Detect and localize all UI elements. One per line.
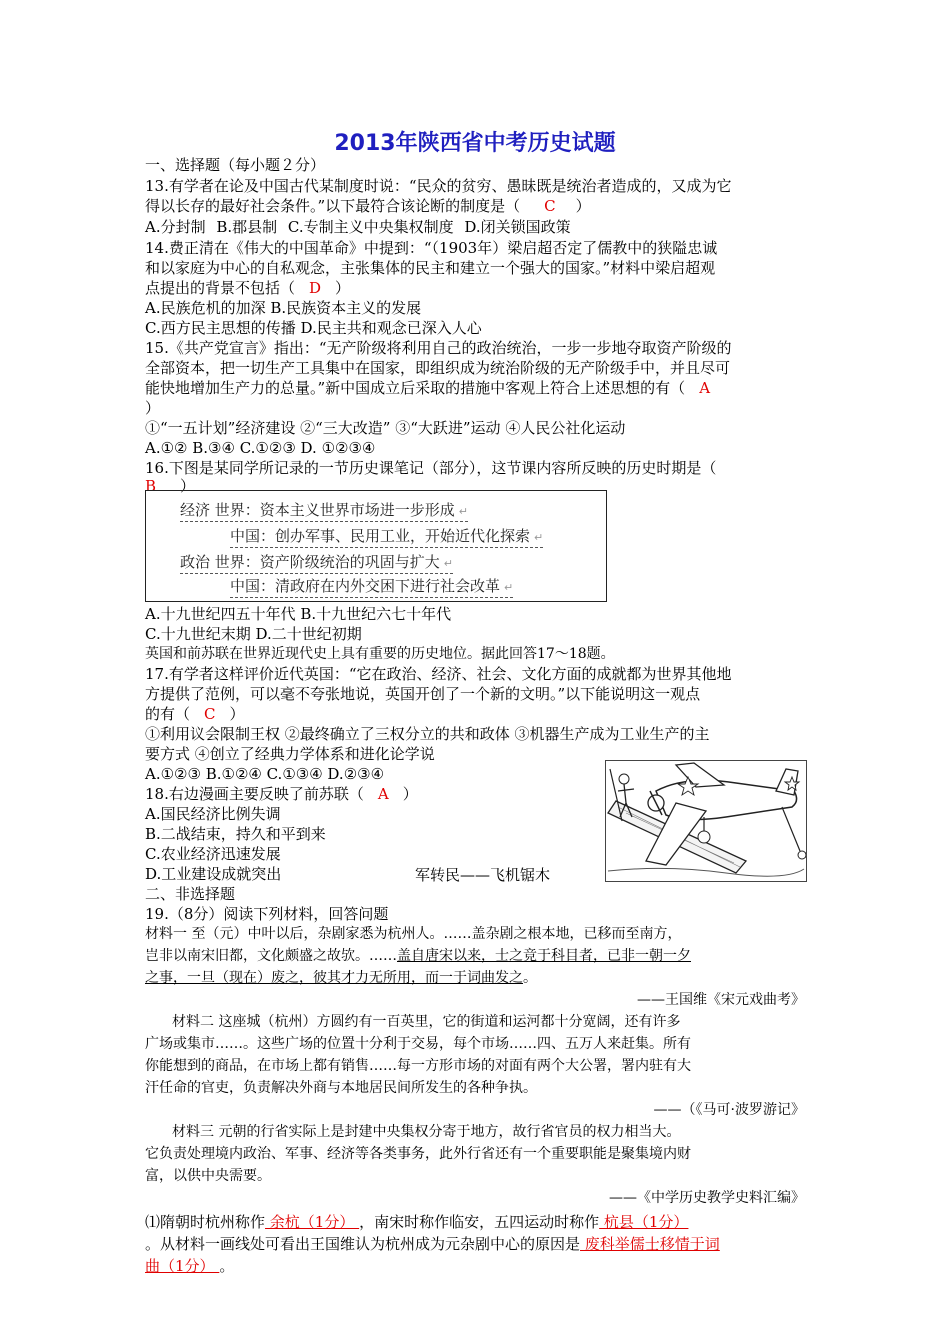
q15-close: ）: [145, 399, 161, 417]
page-title: 2013年陕西省中考历史试题: [334, 131, 616, 156]
q19-m1-underlined-b: 之事，一旦（现在）废之，彼其才力无所用，而一于词曲发之: [145, 970, 523, 986]
q16-options-cd: C.十九世纪末期 D.二十世纪初期: [145, 625, 362, 643]
q19-head: 19.（8分）阅读下列材料，回答问题: [145, 905, 389, 923]
q16-answer: B: [145, 477, 157, 495]
q14-line1: 14.费正清在《伟大的中国革命》中提到：“（1903年）梁启超否定了儒教中的狭隘忠诚: [145, 239, 718, 257]
q19-m1-line2: 岂非以南宋旧都，文化颇盛之故欤。……盖自唐宋以来，士之竞于科目者，已非一朝一夕: [145, 948, 691, 964]
note-row: 中国：清政府在内外交困下进行社会改革 ↵: [230, 575, 513, 598]
q17-items2: 要方式 ④创立了经典力学体系和进化论学说: [145, 745, 435, 763]
q19-m3-source: ——《中学历史教学史料汇编》: [609, 1190, 805, 1206]
q19-blank-2: 杭县（1分）: [599, 1213, 689, 1231]
cartoon-caption: 军转民——飞机锯木: [415, 866, 551, 884]
q19-m2-line2: 广场或集市……。这些广场的位置十分利于交易，每个市场……四、五万人来赶集。所有: [145, 1036, 691, 1052]
q19-m1-source: ——王国维《宋元戏曲考》: [637, 992, 805, 1008]
q18-option-c: C.农业经济迅速发展: [145, 845, 281, 863]
q19-sub1-line1: ⑴隋朝时杭州称作 余杭（1分） ，南宋时称作临安，五四运动时称作 杭县（1分）: [145, 1213, 689, 1231]
q18-option-d: D.工业建设成就突出: [145, 865, 282, 883]
q19-sub1-line2: 。从材料一画线处可看出王国维认为杭州成为元杂剧中心的原因是 废科举儒士移情于词: [145, 1235, 720, 1253]
q14-answer: D: [309, 279, 322, 297]
q13-options: A.分封制 B.郡县制 C.专制主义中央集权制度 D.闭关锁国政策: [145, 218, 571, 236]
q15-line1: 15.《共产党宣言》指出：“无产阶级将利用自己的政治统治，一步一步地夺取资产阶级的: [145, 339, 732, 357]
q19-m2-line1: 材料二 这座城（杭州）方圆约有一百英里，它的街道和运河都十分宽阔，还有许多: [172, 1014, 681, 1030]
q15-options: A.①② B.③④ C.①②③ D. ①②③④: [145, 439, 376, 457]
q19-m1-line1: 材料一 至（元）中叶以后，杂剧家悉为杭州人。……盖杂剧之根本地，已移而至南方，: [145, 926, 682, 942]
q19-m3-line3: 富，以供中央需要。: [145, 1168, 271, 1184]
q17-items1: ①利用议会限制王权 ②最终确立了三权分立的共和政体 ③机器生产成为工业生产的主: [145, 725, 710, 743]
q19-m3-line2: 它负责处理境内政治、军事、经济等各类事务，此外行省还有一个重要职能是聚集境内财: [145, 1146, 691, 1162]
q17-answer: C: [204, 705, 216, 723]
q18-answer: A: [377, 785, 389, 803]
q16-options-ab: A.十九世纪四五十年代 B.十九世纪六七十年代: [145, 605, 452, 623]
note-row: 政治 世界：资产阶级统治的巩固与扩大 ↵: [180, 551, 453, 574]
q14-options-cd: C.西方民主思想的传播 D.民主共和观念已深入人心: [145, 319, 482, 337]
q16-line1: 16.下图是某同学所记录的一节历史课笔记（部分），这节课内容所反映的历史时期是（: [145, 459, 717, 477]
q13-answer: C: [544, 197, 556, 215]
q16-answer-line: B ）: [145, 477, 196, 495]
section-nonchoice-heading: 二、非选择题: [145, 885, 236, 903]
q19-blank-1: 余杭（1分）: [265, 1213, 360, 1231]
q17-line1: 17.有学者这样评价近代英国：“它在政治、经济、社会、文化方面的成就都为世界其他地: [145, 665, 732, 683]
q17-line2: 方提供了范例，可以毫不夸张地说，英国开创了一个新的文明。”以下能说明这一观点: [145, 685, 701, 703]
q19-blank-3: 废科举儒士移情于词: [580, 1235, 720, 1253]
q15-items: ①“一五计划”经济建设 ②“三大改造” ③“大跃进”运动 ④人民公社化运动: [145, 419, 626, 437]
q18-line1: 18.右边漫画主要反映了前苏联（ A ）: [145, 785, 418, 803]
q19-m3-line1: 材料三 元朝的行省实际上是封建中央集权分寄于地方，故行省官员的权力相当大。: [172, 1124, 681, 1140]
q19-sub1-line3: 曲（1分） 。: [145, 1257, 235, 1275]
q17-options: A.①②③ B.①②④ C.①③④ D.②③④: [145, 765, 385, 783]
section-choice-heading: 一、选择题（每小题２分）: [145, 156, 326, 174]
q19-m2-line4: 汗任命的官吏，负责解决外商与本地居民间所发生的各种争执。: [145, 1080, 537, 1096]
q14-options-ab: A.民族危机的加深 B.民族资本主义的发展: [145, 299, 422, 317]
q17-line3: 的有（ C ）: [145, 705, 245, 723]
q14-line2: 和以家庭为中心的自私观念，主张集体的民主和建立一个强大的国家。”材料中梁启超观: [145, 259, 716, 277]
q19-m1-line3: 之事，一旦（现在）废之，彼其才力无所用，而一于词曲发之。: [145, 970, 537, 986]
airplane-saw-cartoon-image: [605, 760, 807, 882]
class-notes-box: [145, 490, 607, 602]
q18-option-b: B.二战结束，持久和平到来: [145, 825, 326, 843]
note-row: 经济 世界：资本主义世界市场进一步形成 ↵: [180, 499, 468, 522]
q15-answer: A: [699, 379, 711, 397]
q13-line1: 13.有学者在论及中国古代某制度时说：“民众的贫穷、愚昧既是统治者造成的，又成为它: [145, 177, 732, 195]
q19-m2-source: ——（《马可·波罗游记》: [653, 1102, 805, 1118]
q19-blank-3-cont: 曲（1分）: [145, 1257, 220, 1275]
q19-m1-underlined-a: 盖自唐宋以来，士之竞于科目者，已非一朝一夕: [397, 948, 691, 964]
q17-18-intro: 英国和前苏联在世界近现代史上具有重要的历史地位。据此回答17～18题。: [145, 646, 615, 662]
q15-line2: 全部资本，把一切生产工具集中在国家，即组织成为统治阶级的无产阶级手中，并且尽可: [145, 359, 731, 377]
q19-m2-line3: 你能想到的商品，在市场上都有销售……每一方形市场的对面有两个大公署，署内驻有大: [145, 1058, 691, 1074]
q13-line2: 得以长存的最好社会条件。”以下最符合该论断的制度是（ C ）: [145, 197, 591, 215]
q15-line3: 能快地增加生产力的总量。”新中国成立后采取的措施中客观上符合上述思想的有（ A: [145, 379, 711, 397]
q18-option-a: A.国民经济比例失调: [145, 805, 281, 823]
note-row: 中国：创办军事、民用工业，开始近代化探索 ↵: [230, 525, 543, 548]
q14-line3: 点提出的背景不包括（ D ）: [145, 279, 351, 297]
